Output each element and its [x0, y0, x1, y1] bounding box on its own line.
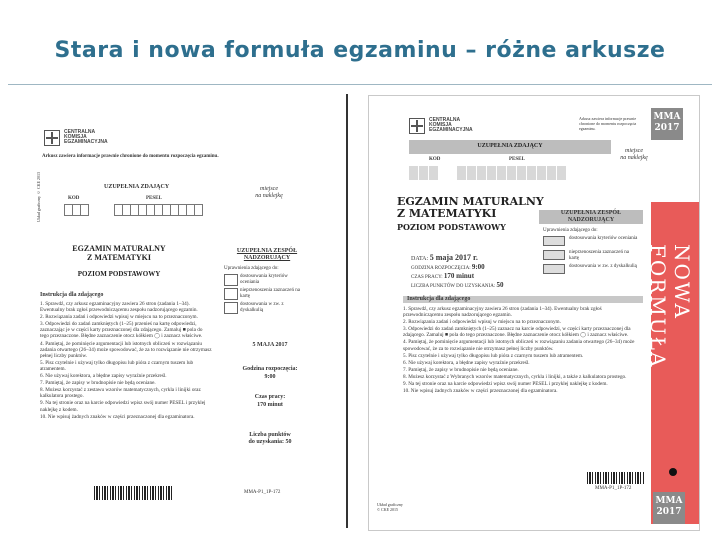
- team-option: dostosowania kryteriów oceniania: [240, 274, 288, 285]
- instruction-item: 10. Nie wpisuj żadnych znaków w części przeznaczonej dla egzaminatora.: [40, 413, 195, 420]
- cke-logo: [44, 130, 108, 146]
- instructions-header: Instrukcja dla zdającego: [40, 292, 104, 298]
- sheet-code: MMA-P1_1P-172: [244, 490, 281, 495]
- exam-level: POZIOM PODSTAWOWY: [397, 222, 506, 232]
- work-label: CZAS PRACY:: [411, 275, 443, 280]
- exam-title: EGZAMIN MATURALNY Z MATEMATYKI: [72, 244, 166, 262]
- exam-date: 5 maja 2017 r.: [429, 253, 478, 262]
- team-note: Uprawnienia zdającego do:: [543, 228, 598, 233]
- logo-line: KOMISJA: [429, 122, 452, 128]
- team-note: Uprawnienia zdającego do:: [224, 266, 279, 271]
- instruction-item: 9. Na tej stronie oraz na karcie odpowiedzi wpisz swój numer PESEL i przyklej naklejkę z kodem.: [40, 400, 206, 413]
- protected-note: Arkusz zawiera informacje prawnie chronione do momentu rozpoczęcia egzaminu.: [42, 154, 219, 159]
- team-header: UZUPEŁNIA ZESPÓŁ NADZORUJĄCY: [236, 248, 298, 261]
- points-label: Liczba punktów do uzyskania: 50: [248, 432, 292, 445]
- logo-line: CENTRALNA: [429, 117, 461, 123]
- pesel-label: PESEL: [509, 157, 525, 162]
- start-label: Godzina rozpoczęcia:: [242, 366, 298, 372]
- team-option: dostosowania kryteriów oceniania: [569, 236, 638, 241]
- instruction-item: 4. Pamiętaj, że pominięcie argumentacji lub istotnych obliczeń w rozwiązaniu zadania otwartego (26–34) może spowodować, że za to rozwiązanie nie otrzymasz pełnej liczby punktów.: [40, 340, 212, 359]
- mma-badge: MMA 2017: [653, 492, 685, 524]
- instruction-item: 9. Na tej stronie oraz na karcie odpowiedzi wpisz swój numer PESEL i przyklej naklejkę z kodem.: [403, 381, 608, 388]
- barcode-icon: [94, 486, 174, 500]
- exam-title: EGZAMIN MATURALNY Z MATEMATYKI: [397, 195, 544, 220]
- fill-header: UZUPEŁNIA ZDAJĄCY: [477, 143, 543, 149]
- instruction-item: 5. Pisz czytelnie i używaj tylko długopisu lub pióra z czarnym tuszem lub atramentem.: [403, 352, 584, 359]
- checkbox: [224, 302, 238, 314]
- fill-band: [409, 140, 611, 154]
- kod-cells: [64, 204, 88, 216]
- work-label: Czas pracy:: [254, 394, 286, 400]
- mma-badge: MMA 2017: [651, 108, 683, 140]
- points-value: 50: [496, 281, 504, 289]
- protected-note: Arkusz zawiera informacje prawnie chronione do momentu rozpoczęcia egzaminu.: [579, 116, 637, 131]
- instruction-item: 1. Sprawdź, czy arkusz egzaminacyjny zawiera 26 stron (zadania 1–34). Ewentualny brak zgłoś przewodniczącemu zespołu nadzorującego egzamin.: [403, 306, 602, 319]
- pesel-cells: [457, 166, 567, 180]
- instruction-item: 2. Rozwiązania zadań i odpowiedzi wpisuj w miejscu na to przeznaczonym.: [40, 314, 198, 321]
- instruction-item: 3. Odpowiedzi do zadań zamkniętych (1–25) zaznacz na karcie odpowiedzi, w części karty przeznaczonej dla zdającego. Zamaluj ■ pola do tego przeznaczone. Błędne zaznaczenie otocz kółkiem ◯ i zaznacz właściwe.: [403, 326, 631, 339]
- layout-copyright: Układ graficzny © CKE 2015: [377, 502, 403, 512]
- instruction-item: 8. Możesz korzystać z Wybranych wzorów matematycznych, cyrkla i linijki, a także z kalkulatora prostego.: [403, 373, 627, 380]
- instruction-item: 6. Nie używaj korektora, a błędne zapisy wyraźnie przekreśl.: [40, 373, 167, 380]
- old-exam-sheet: [34, 94, 348, 528]
- work-line: [411, 273, 474, 281]
- checkbox: [543, 250, 565, 260]
- date-label: DATA:: [411, 256, 429, 262]
- kod-label: KOD: [429, 157, 441, 162]
- sticker-place: miejsce na naklejkę: [620, 148, 648, 161]
- instruction-item: 5. Pisz czytelnie i używaj tylko długopisu lub pióra z czarnym tuszem lub atramentem.: [40, 359, 194, 372]
- sheet-code: MMA-P1_1P-172: [595, 486, 632, 491]
- new-formula-label: NOWA FORMUŁA: [646, 244, 694, 369]
- points-line: [411, 282, 503, 290]
- cke-logo-icon: [409, 118, 425, 134]
- start-time: 9:00: [471, 263, 485, 271]
- start-line: [411, 264, 485, 272]
- instructions-list: [40, 301, 212, 421]
- exam-level: POZIOM PODSTAWOWY: [77, 270, 161, 278]
- instruction-item: 4. Pamiętaj, że pominięcie argumentacji lub istotnych obliczeń w rozwiązaniu zadania otwartego (26–34) może spowodować, że za to rozwiązanie nie otrzymasz pełnej liczby punktów.: [403, 339, 635, 352]
- instruction-item: 2. Rozwiązania zadań i odpowiedzi wpisuj w miejscu na to przeznaczonym.: [403, 319, 561, 326]
- checkbox: [224, 288, 238, 300]
- checkbox: [543, 236, 565, 246]
- instructions-list: [403, 306, 639, 395]
- logo-line: KOMISJA: [64, 134, 87, 140]
- team-option: dostosowania w zw. z dyskalkulią: [569, 264, 637, 269]
- instruction-item: 1. Sprawdź, czy arkusz egzaminacyjny zawiera 26 stron (zadania 1–34). Ewentualny brak zgłoś przewodniczącemu zespołu nadzorującego egzamin.: [40, 301, 198, 314]
- instruction-item: 10. Nie wpisuj żadnych znaków w części przeznaczonej dla egzaminatora.: [403, 388, 558, 395]
- cke-logo-icon: [44, 130, 60, 146]
- instruction-item: 3. Odpowiedzi do zadań zamkniętych (1–25) przenieś na kartę odpowiedzi, zaznaczając je w części karty przeznaczonej dla zdającego. Zamaluj ■ pola do tego przeznaczone. Błędne zaznaczenie otocz kółkiem ◯ i zaznacz właściwe.: [40, 321, 203, 340]
- instruction-item: 6. Nie używaj korektora, a błędne zapisy wyraźnie przekreśl.: [403, 359, 530, 366]
- title-divider: [8, 84, 712, 85]
- instructions-header: Instrukcja dla zdającego: [403, 296, 643, 303]
- team-option: dostosowania w zw. z dyskalkulią: [240, 302, 284, 313]
- instruction-item: 7. Pamiętaj, że zapisy w brudnopisie nie będą oceniane.: [403, 366, 519, 373]
- slide-title: Stara i nowa formuła egzaminu – różne arkusze: [54, 38, 666, 63]
- checkbox: [224, 274, 238, 286]
- fill-header: UZUPEŁNIA ZDAJĄCY: [104, 184, 170, 190]
- kod-label: KOD: [68, 196, 80, 201]
- pesel-label: PESEL: [146, 196, 162, 201]
- kod-cells: [409, 166, 439, 180]
- logo-line: CENTRALNA: [64, 129, 96, 135]
- work-time: 170 minut: [257, 402, 283, 408]
- exam-title-block: [397, 196, 544, 232]
- team-header: UZUPEŁNIA ZESPÓŁ NADZORUJĄCY: [539, 210, 643, 224]
- team-option: nieprzenoszenia zaznaczeń na kartę: [569, 250, 629, 261]
- pesel-cells: [114, 204, 202, 216]
- date-line: [411, 254, 478, 263]
- instruction-item: 8. Możesz korzystać z zestawu wzorów matematycznych, cyrkla i linijki oraz kalkulatora prostego.: [40, 387, 201, 400]
- start-time: 9:00: [264, 374, 276, 380]
- cke-logo: [409, 118, 473, 134]
- logo-line: EGZAMINACYJNA: [64, 139, 108, 145]
- work-time: 170 minut: [443, 272, 475, 280]
- points-label: LICZBA PUNKTÓW DO UZYSKANIA:: [411, 284, 496, 289]
- dot-icon: [669, 468, 677, 476]
- logo-line: EGZAMINACYJNA: [429, 127, 473, 133]
- barcode-icon: [587, 472, 645, 484]
- new-exam-sheet: [368, 95, 700, 531]
- exam-date: 5 MAJA 2017: [252, 342, 288, 348]
- team-option: nieprzenoszenia zaznaczeń na kartę: [240, 288, 300, 299]
- instruction-item: 7. Pamiętaj, że zapisy w brudnopisie nie będą oceniane.: [40, 380, 156, 387]
- checkbox: [543, 264, 565, 274]
- start-label: GODZINA ROZPOCZĘCIA:: [411, 266, 471, 271]
- sticker-place: miejsce na naklejkę: [255, 186, 283, 199]
- side-code: Układ graficzny © CKE 2013: [36, 172, 41, 222]
